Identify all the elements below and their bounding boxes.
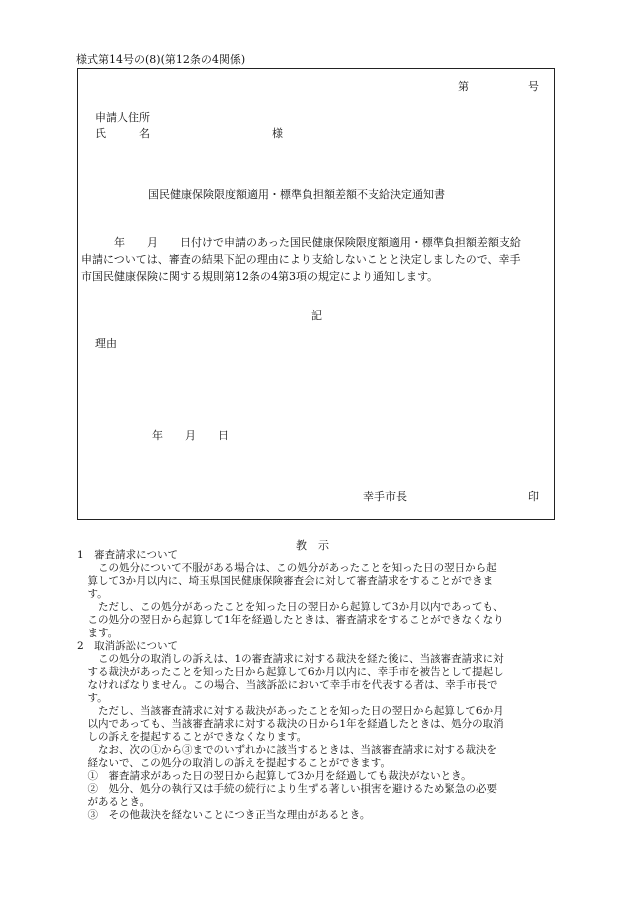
date-placeholder: 年 月 日 <box>152 429 229 442</box>
instruction-line: なお、次の①から③までのいずれかに該当するときは、当該審査請求に対する裁決を <box>77 744 497 756</box>
document-number-suffix: 号 <box>528 80 539 93</box>
honorific: 様 <box>272 127 283 140</box>
reason-label: 理由 <box>95 337 117 350</box>
instruction-line: ② 処分、処分の執行又は手続の続行により生ずる著しい損害を避けるため緊急の必要 <box>77 783 497 795</box>
instruction-line: があるとき。 <box>77 796 151 808</box>
notice-title: 国民健康保険限度額適用・標準負担額差額不支給決定通知書 <box>148 188 445 201</box>
instruction-line: この処分について不服がある場合は、この処分があったことを知った日の翌日から起 <box>77 562 497 574</box>
form-label: 様式第14号の(8)(第12条の4関係) <box>76 53 246 66</box>
applicant-address-label: 申請人住所 <box>95 111 150 124</box>
instruction-line: ただし、当該審査請求に対する裁決があったことを知った日の翌日から起算して6か月 <box>77 705 504 717</box>
issuer-name: 幸手市長 <box>363 490 407 503</box>
instruction-line: す。 <box>77 588 108 600</box>
instruction-line: この処分の翌日から起算して1年を経過したときは、審査請求をすることができなくなり <box>77 614 504 626</box>
instruction-heading: 教 示 <box>296 539 329 552</box>
instruction-line: ます。 <box>77 627 119 639</box>
instruction-line: 以内であっても、当該審査請求に対する裁決の日から1年を経過したときは、処分の取消 <box>77 718 504 730</box>
instruction-line: 経ないで、この処分の取消しの訴えを提起することができます。 <box>77 757 391 769</box>
seal-mark: 印 <box>528 490 539 503</box>
notice-body-line-3: 市国民健康保険に関する規則第12条の4第3項の規定により通知します。 <box>81 270 439 283</box>
instruction-line: しの訴えを提起することができなくなります。 <box>77 731 308 743</box>
notice-body-line-1: 年 月 日付けで申請のあった国民健康保険限度額適用・標準負担額差額支給 <box>81 236 521 249</box>
instruction-line: する裁決があったことを知った日から起算して6か月以内に、幸手市を被告として提起し <box>77 666 504 678</box>
notice-body-line-2: 申請については、審査の結果下記の理由により支給しないことと決定しましたので、幸手 <box>81 253 521 266</box>
instruction-line: ただし、この処分があったことを知った日の翌日から起算して3か月以内であっても、 <box>77 601 504 613</box>
document-number-prefix: 第 <box>458 80 469 93</box>
instruction-line: この処分の取消しの訴えは、1の審査請求に対する裁決を経た後に、当該審査請求に対 <box>77 653 504 665</box>
ki-label: 記 <box>311 309 322 322</box>
instruction-line: す。 <box>77 692 108 704</box>
applicant-name-label: 氏 名 <box>95 127 150 140</box>
instruction-line: 2 取消訴訟について <box>77 640 178 652</box>
notice-body <box>81 234 551 285</box>
instruction-line: ③ その他裁決を経ないことにつき正当な理由があるとき。 <box>77 809 371 821</box>
instruction-line: ① 審査請求があった日の翌日から起算して3か月を経過しても裁決がないとき。 <box>77 770 472 782</box>
instruction-line: 1 審査請求について <box>77 549 178 561</box>
instruction-line: なければなりません。この場合、当該訴訟において幸手市を代表する者は、幸手市長で <box>77 679 498 691</box>
instruction-line: 算して3か月以内に、埼玉県国民健康保険審査会に対して審査請求をすることができま <box>77 575 494 587</box>
